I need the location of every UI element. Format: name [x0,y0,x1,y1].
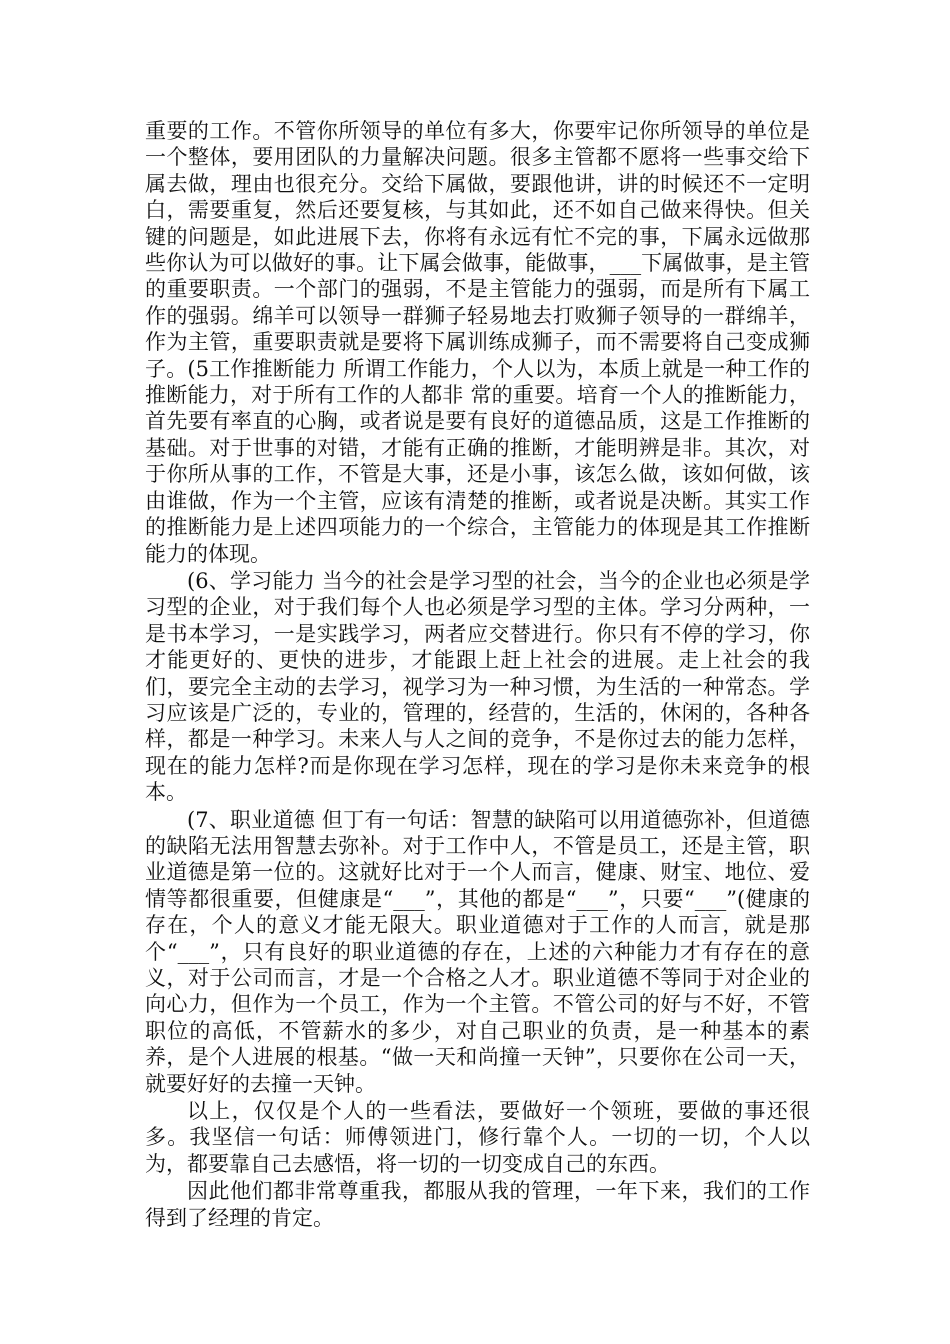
paragraph-summary: 以上，仅仅是个人的一些看法，要做好一个领班，要做的事还很多。我坚信一句话：师傅领进门，修行靠个人。一切的一切，个人以为，都要靠自己去感悟，将一切的一切变成自己的东西。 [145,1099,810,1176]
paragraph-learning-ability: (6、学习能力 当今的社会是学习型的社会，当今的企业也必须是学习型的企业，对于我们每个人也必须是学习型的主体。学习分两种，一是书本学习，一是实践学习，两者应交替进行。你只有不停的学习，你才能更好的、更快的进步，才能跟上赶上社会的进展。走上社会的我们，要完全主动的去学习，视学习为一种习惯，为生活的一种常态。学习应该是广泛的，专业的，管理的，经营的，生活的，休闲的，各种各样，都是一种学习。未来人与人之间的竞争，不是你过去的能力怎样，现在的能力怎样?而是你现在学习怎样，现在的学习是你未来竞争的根本。 [145,568,810,805]
paragraph-continuation: 重要的工作。不管你所领导的单位有多大，你要牢记你所领导的单位是一个整体，要用团队的力量解决问题。很多主管都不愿将一些事交给下属去做，理由也很充分。交给下属做，要跟他讲，讲的时候还不一定明白，需要重复，然后还要复核，与其如此，还不如自己做来得快。但关键的问题是，如此进展下去，你将有永远有忙不完的事，下属永远做那些你认为可以做好的事。让下属会做事，能做事，___下属做事，是主管的重要职责。一个部门的强弱，不是主管能力的强弱，而是所有下属工作的强弱。绵羊可以领导一群狮子轻易地去打败狮子领导的一群绵羊，作为主管，重要职责就是要将下属训练成狮子，而不需要将自己变成狮子。(5工作推断能力 所谓工作能力，个人以为，本质上就是一种工作的推断能力，对于所有工作的人都非 常的重要。培育一个人的推断能力，首先要有率直的心胸，或者说是要有良好的道德品质，这是工作推断的基础。对于世事的对错，才能有正确的推断，才能明辨是非。其次，对于你所从事的工作，不管是大事，还是小事，该怎么做，该如何做，该由谁做，作为一个主管，应该有清楚的推断，或者说是决断。其实工作的推断能力是上述四项能力的一个综合，主管能力的体现是其工作推断能力的体现。 [145,119,810,566]
paragraph-conclusion: 因此他们都非常尊重我，都服从我的管理，一年下来，我们的工作得到了经理的肯定。 [145,1179,810,1230]
document-page [145,118,810,1232]
paragraph-professional-ethics: (7、职业道德 但丁有一句话：智慧的缺陷可以用道德弥补，但道德的缺陷无法用智慧去弥补。对于工作中人，不管是员工，还是主管，职业道德是第一位的。这就好比对于一个人而言，健康、财宝、地位、爱情等都很重要，但健康是“___”，其他的都是“___”，只要“___”(健康的存在，个人的意义才能无限大。职业道德对于工作的人而言，就是那个“___”，只有良好的职业道德的存在，上述的六种能力才有存在的意义，对于公司而言，才是一个合格之人才。职业道德不等同于对企业的向心力，但作为一个员工，作为一个主管。不管公司的好与不好，不管职位的高低，不管薪水的多少，对自己职业的负责，是一种基本的素养，是个人进展的根基。“做一天和尚撞一天钟”，只要你在公司一天，就要好好的去撞一天钟。 [145,807,810,1096]
